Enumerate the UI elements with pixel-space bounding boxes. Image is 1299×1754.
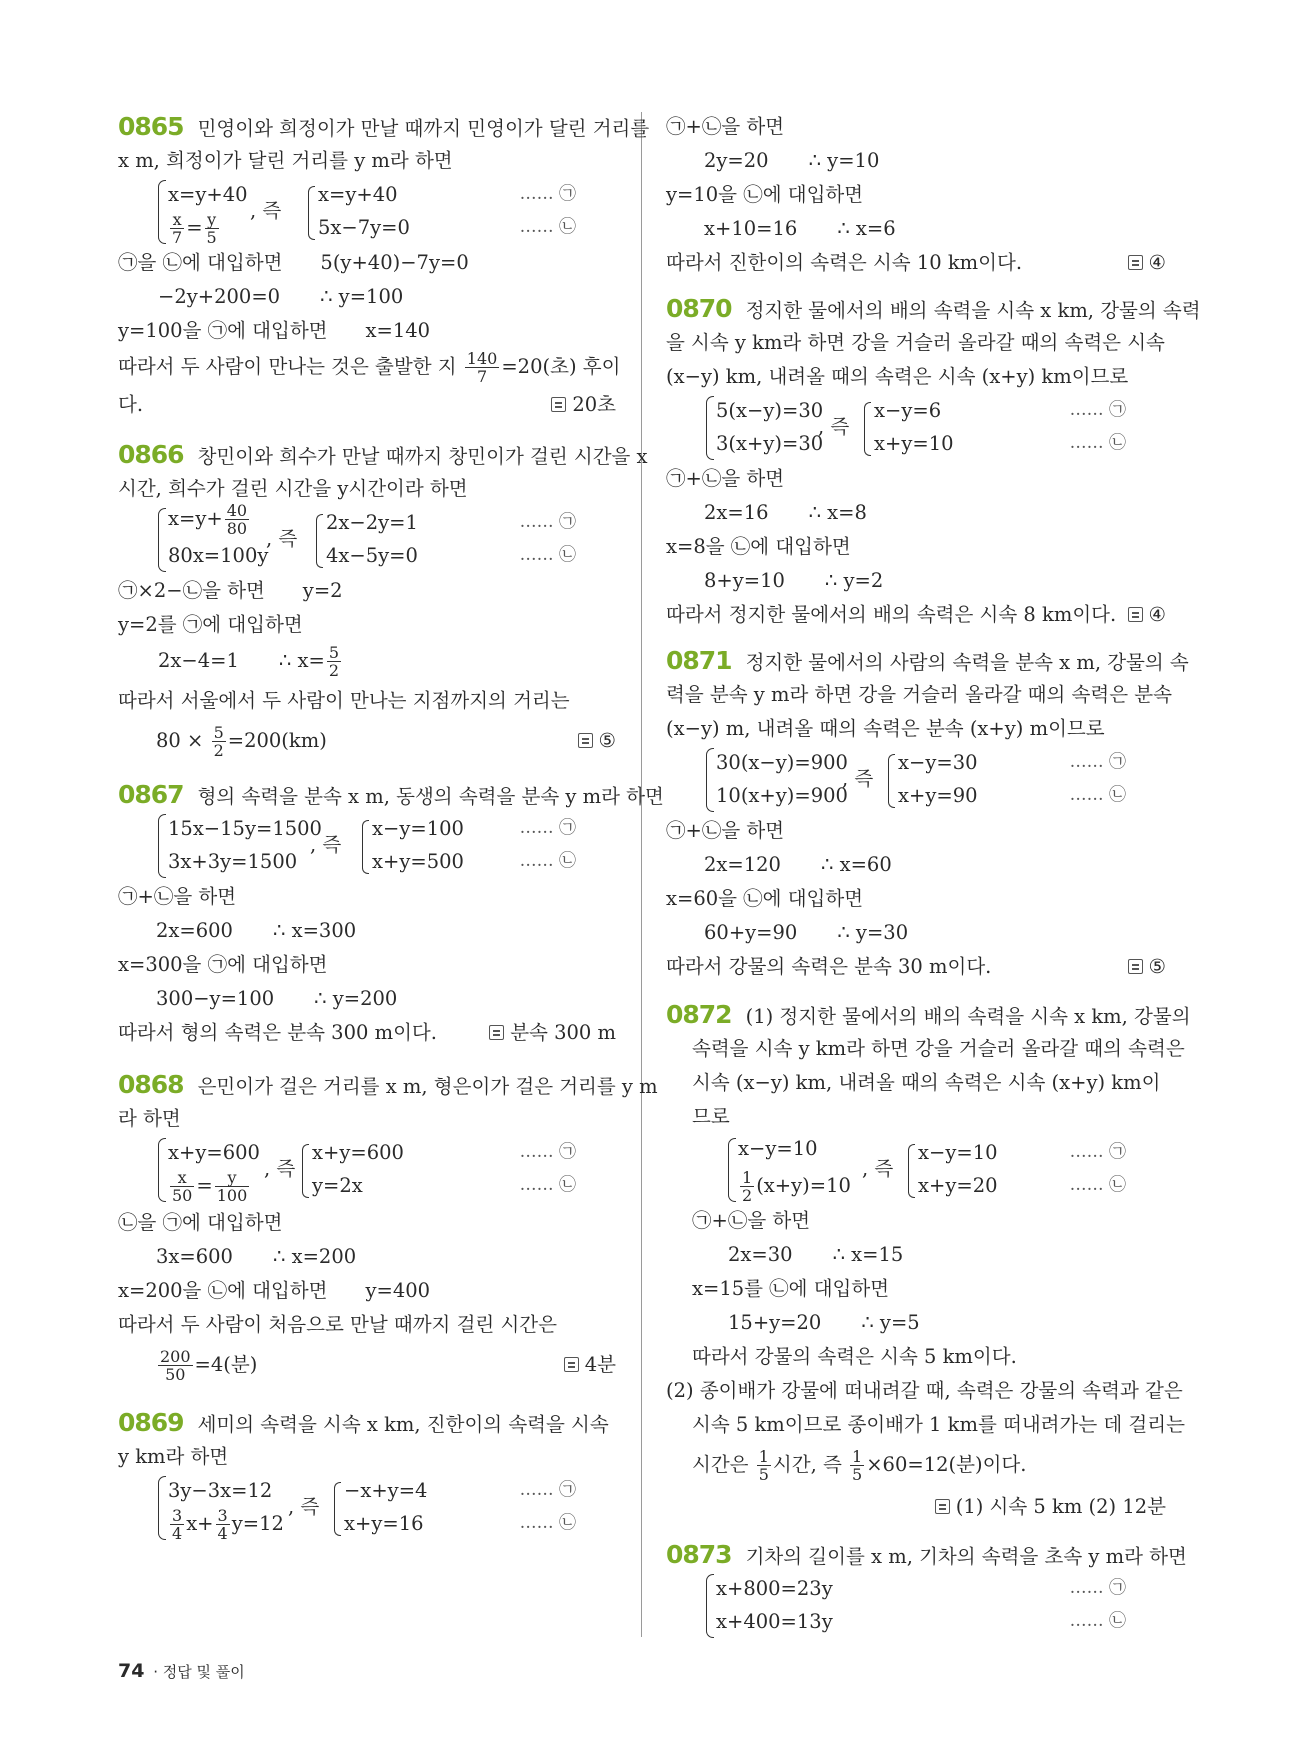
answer-0870: ④ xyxy=(1128,598,1166,632)
problem-number: 0873 xyxy=(666,1540,732,1569)
equation-system: x=y+40 $\frac{x}{7}$ = $\frac{y}{5}$ , 즉 x=y+40 5x−7y=0 …… ㉠ …… ㉡ xyxy=(158,178,616,244)
problem-number: 0871 xyxy=(666,646,732,675)
problem-number: 0868 xyxy=(118,1070,184,1099)
equation-system: 30(x−y)=900 10(x+y)=900 , 즉 x−y=30 x+y=90 …… ㉠ …… ㉡ xyxy=(706,746,1166,812)
answer-0872: (1) 시속 5 km (2) 12분 xyxy=(935,1490,1166,1524)
problem-0868-intro: 0868 은민이가 걸은 거리를 x m, 형은이가 걸은 거리를 y m xyxy=(118,1070,658,1099)
problem-0872-intro: 0872 (1) 정지한 물에서의 배의 속력을 시속 x km, 강물의 xyxy=(666,1000,1191,1029)
column-divider xyxy=(641,112,642,1637)
answer-0868: 4분 xyxy=(564,1348,616,1382)
answer-icon xyxy=(935,1499,950,1514)
problem-0865-intro: 0865 민영이와 희정이가 만날 때까지 민영이가 달린 거리를 xyxy=(118,112,650,141)
answer-icon xyxy=(489,1025,504,1040)
problem-0871-intro: 0871 정지한 물에서의 사람의 속력을 분속 x m, 강물의 속 xyxy=(666,646,1189,675)
answer-icon xyxy=(1128,607,1143,622)
answer-0871: ⑤ xyxy=(1128,950,1166,984)
problem-number: 0865 xyxy=(118,112,184,141)
problem-number: 0867 xyxy=(118,780,184,809)
problem-number: 0866 xyxy=(118,440,184,469)
equation-system: 3y−3x=12 $\frac{3}{4}$ x+ $\frac{3}{4}$ y=12 , 즉 −x+y=4 x+y=16 …… ㉠ …… ㉡ xyxy=(158,1474,616,1540)
equation-system: x+y=600 $\frac{x}{50}$ = $\frac{y}{100}$ , 즉 x+y=600 y=2x …… ㉠ …… ㉡ xyxy=(158,1136,616,1202)
answer-icon xyxy=(578,733,593,748)
answer-icon xyxy=(1128,959,1143,974)
footer-label: 정답 및 풀이 xyxy=(162,1663,245,1681)
equation-system: x+800=23y x+400=13y …… ㉠ …… ㉡ xyxy=(706,1572,1166,1638)
answer-0869: ④ xyxy=(1128,246,1166,280)
answer-0866: ⑤ xyxy=(578,724,616,758)
problem-0873-intro: 0873 기차의 길이를 x m, 기차의 속력을 초속 y m라 하면 xyxy=(666,1540,1187,1569)
problem-0870-intro: 0870 정지한 물에서의 배의 속력을 시속 x km, 강물의 속력 xyxy=(666,294,1201,323)
problem-number: 0870 xyxy=(666,294,732,323)
answer-icon xyxy=(1128,255,1143,270)
problem-0867-intro: 0867 형의 속력을 분속 x m, 동생의 속력을 분속 y m라 하면 xyxy=(118,780,664,809)
problem-number: 0872 xyxy=(666,1000,732,1029)
answer-0867: 분속 300 m xyxy=(489,1016,616,1050)
answer-icon xyxy=(564,1357,579,1372)
page-number: 74 xyxy=(118,1660,145,1682)
problem-0866-intro: 0866 창민이와 희수가 만날 때까지 창민이가 걸린 시간을 x xyxy=(118,440,648,469)
page-footer: 74 · 정답 및 풀이 xyxy=(118,1660,245,1682)
answer-icon xyxy=(551,397,566,412)
equation-system: x−y=10 $\frac{1}{2}$ (x+y)=10 , 즉 x−y=10 x+y=20 …… ㉠ …… ㉡ xyxy=(728,1136,1166,1202)
answer-0865: 20초 xyxy=(551,388,616,422)
equation-system: 5(x−y)=30 3(x+y)=30 , 즉 x−y=6 x+y=10 …… ㉠ …… ㉡ xyxy=(706,394,1166,460)
equation-system: x=y+ $\frac{40}{80}$ 80x=100y , 즉 2x−2y=1 4x−5y=0 …… ㉠ …… ㉡ xyxy=(158,506,616,572)
problem-number: 0869 xyxy=(118,1408,184,1437)
problem-0869-intro: 0869 세미의 속력을 시속 x km, 진한이의 속력을 시속 xyxy=(118,1408,609,1437)
equation-system: 15x−15y=1500 3x+3y=1500 , 즉 x−y=100 x+y=500 …… ㉠ …… ㉡ xyxy=(158,812,616,878)
